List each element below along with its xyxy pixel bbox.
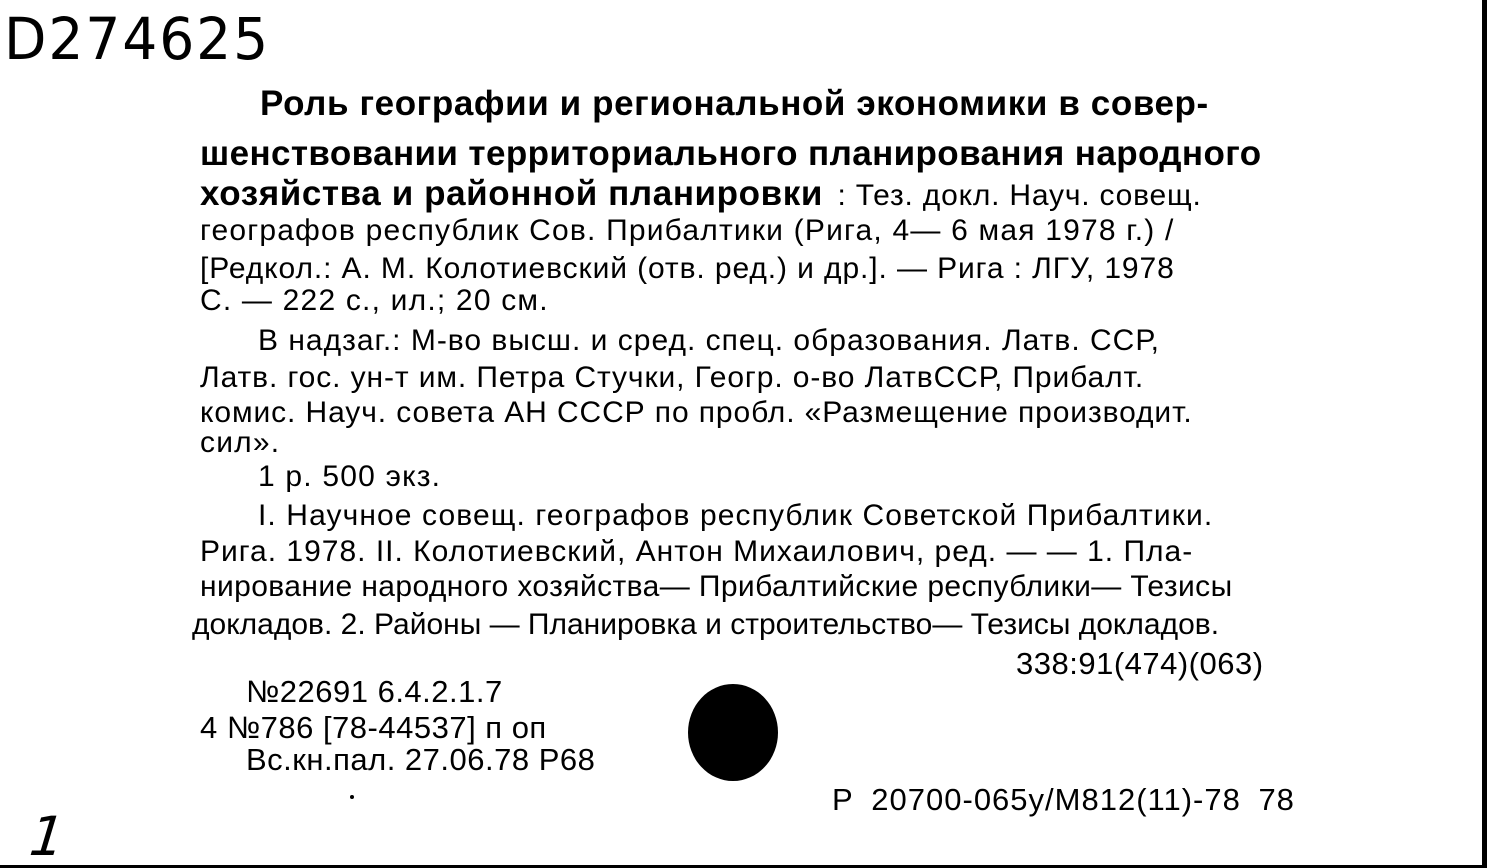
note-line-2: Латв. гос. ун-т им. Петра Стучки, Геогр. о-во ЛатвССР, Прибалт.	[200, 361, 1145, 394]
catalog-code: Р 20700-065у/М812(11)-78 78	[832, 782, 1295, 817]
description-line-1: географов республик Сов. Прибалтики (Рига, 4— 6 мая 1978 г.) /	[200, 214, 1175, 247]
tracings-line-1: I. Научное совещ. географов республик Советской Прибалтики.	[258, 499, 1214, 532]
record-line-3: Вс.кн.пал. 27.06.78 Р68	[246, 742, 596, 777]
classification-number: 338:91(474)(063)	[1016, 646, 1264, 681]
note-line-4: сил».	[200, 426, 281, 459]
record-line-1: №22691 6.4.2.1.7	[246, 674, 503, 709]
description-line-3: С. — 222 с., ил.; 20 см.	[200, 284, 549, 317]
ink-dot	[350, 795, 354, 799]
tracings-line-3: нирование народного хозяйства— Прибалтийские республики— Тезисы	[200, 570, 1233, 603]
note-line-3: комис. Науч. совета АН СССР по пробл. «Размещение производит.	[200, 396, 1193, 429]
page-number: 1	[26, 805, 68, 868]
handwritten-code: D274625	[4, 5, 271, 73]
tracings-line-4: докладов. 2. Районы — Планировка и строительство— Тезисы докладов.	[192, 608, 1220, 641]
tracings-line-2: Рига. 1978. II. Колотиевский, Антон Михаилович, ред. — — 1. Пла-	[200, 535, 1194, 568]
note-line-1: В надзаг.: М-во высш. и сред. спец. образования. Латв. ССР,	[258, 324, 1161, 357]
title-line-3	[200, 176, 1202, 211]
price-line: 1 р. 500 экз.	[258, 460, 442, 493]
punch-hole	[688, 684, 778, 781]
title-line-1: Роль географии и региональной экономики в совер-	[260, 84, 1209, 123]
title-line-2: шенствовании территориального планирования народного	[200, 134, 1262, 173]
title-subtitle: : Тез. докл. Науч. совещ.	[837, 179, 1202, 212]
record-line-2: 4 №786 [78-44537] п оп	[200, 710, 547, 745]
description-line-2: [Редкол.: А. М. Колотиевский (отв. ред.) и др.]. — Рига : ЛГУ, 1978	[200, 252, 1175, 285]
title-bold-end: хозяйства и районной планировки	[200, 174, 823, 213]
